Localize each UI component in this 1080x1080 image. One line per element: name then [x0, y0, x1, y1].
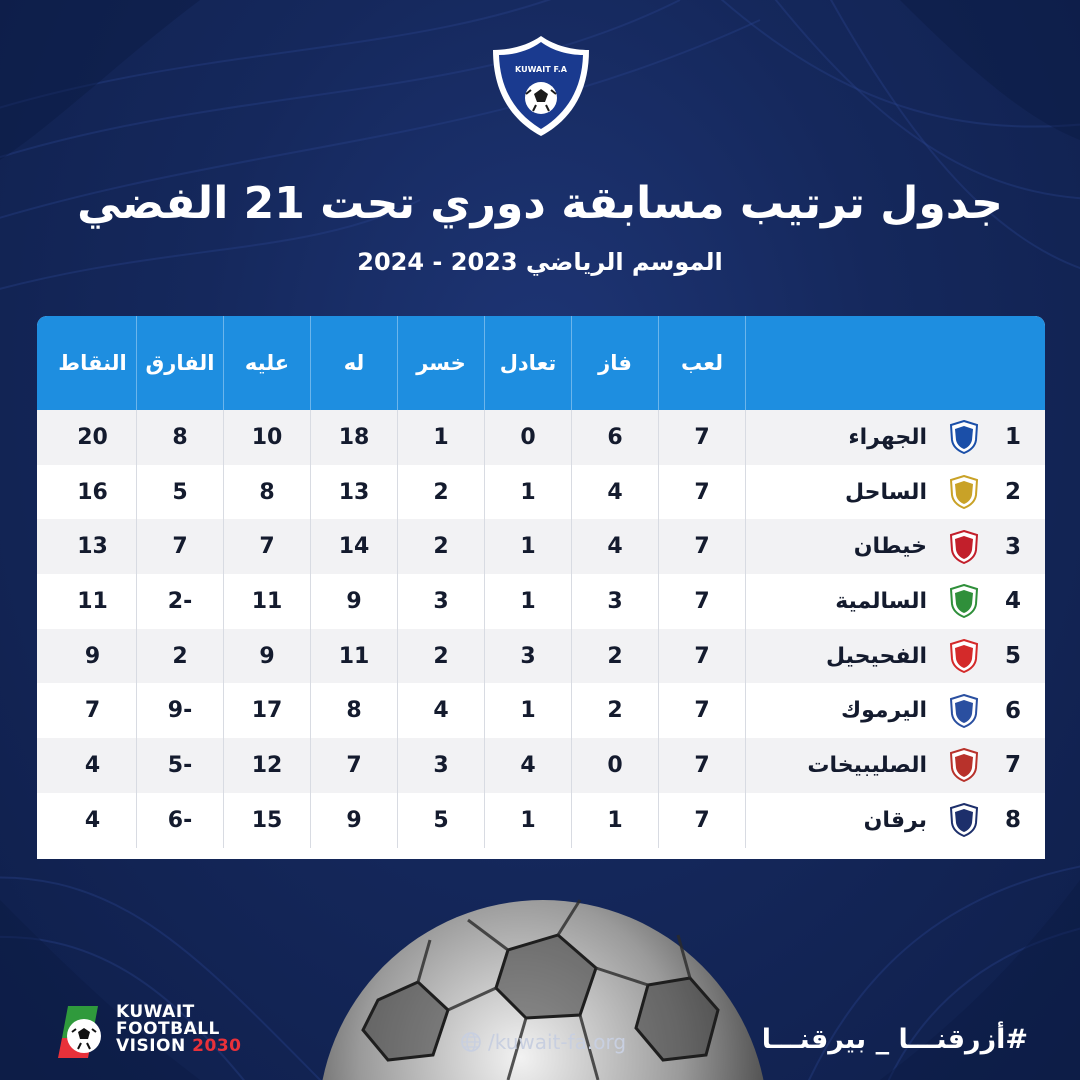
cell-goals-against: 10 — [223, 410, 310, 465]
team-cell — [745, 519, 1045, 574]
cell-goals-against: 15 — [223, 793, 310, 848]
cell-won: 2 — [571, 629, 658, 684]
cell-points: 20 — [77, 424, 108, 450]
cell-drawn: 1 — [484, 793, 571, 848]
cell-won: 2 — [571, 683, 658, 738]
table-row — [37, 738, 1045, 793]
team-crest-icon — [949, 639, 979, 673]
cell-goals-for: 18 — [310, 410, 397, 465]
table-body — [37, 410, 1045, 848]
cell-won: 3 — [571, 574, 658, 629]
cell-lost: 4 — [397, 683, 484, 738]
team-crest-icon — [949, 475, 979, 509]
cell-lost: 3 — [397, 738, 484, 793]
team-name: الساحل — [845, 479, 927, 505]
cell-won: 4 — [571, 465, 658, 520]
rank: 6 — [1004, 697, 1021, 724]
cell-goals-against: 7 — [223, 519, 310, 574]
cell-goals-for: 9 — [310, 574, 397, 629]
cell-lost: 2 — [397, 465, 484, 520]
cell-goals-against: 11 — [223, 574, 310, 629]
website-link[interactable] — [460, 1030, 626, 1054]
cell-won: 6 — [571, 410, 658, 465]
team-crest-icon — [949, 694, 979, 728]
website-text: /kuwait-fa.org — [488, 1030, 627, 1054]
header-won: فاز — [571, 316, 658, 410]
header-drawn: تعادل — [484, 316, 571, 410]
cell-won: 4 — [571, 519, 658, 574]
cell-drawn: 0 — [484, 410, 571, 465]
team-crest-icon — [949, 748, 979, 782]
cell-drawn: 1 — [484, 683, 571, 738]
team-name: اليرموك — [840, 698, 927, 724]
cell-goals-for: 9 — [310, 793, 397, 848]
cell-drawn: 4 — [484, 738, 571, 793]
cell-drawn: 1 — [484, 465, 571, 520]
cell-points: 13 — [77, 534, 108, 560]
hashtag: #أزرقنـــا _ بيرقنـــا — [761, 1024, 1028, 1055]
team-cell — [745, 410, 1045, 465]
team-cell — [745, 793, 1045, 848]
cell-goals-for: 7 — [310, 738, 397, 793]
cell-lost: 1 — [397, 410, 484, 465]
brand-line-1: KUWAIT — [116, 1002, 195, 1022]
team-cell — [745, 629, 1045, 684]
cell-lost: 3 — [397, 574, 484, 629]
cell-points: 16 — [77, 479, 108, 505]
table-row — [37, 574, 1045, 629]
header-team — [745, 316, 1045, 410]
team-name: الجهراء — [848, 424, 927, 450]
brand-line-2: FOOTBALL — [116, 1019, 220, 1039]
cell-goal-difference: 7 — [136, 519, 223, 574]
cell-won: 1 — [571, 793, 658, 848]
team-cell — [745, 574, 1045, 629]
table-row — [37, 793, 1045, 848]
cell-goals-for: 8 — [310, 683, 397, 738]
table-row — [37, 465, 1045, 520]
cell-played: 7 — [658, 519, 745, 574]
rank: 1 — [1004, 424, 1021, 451]
table-header — [37, 316, 1045, 410]
cell-drawn: 1 — [484, 574, 571, 629]
team-name: الصليبيخات — [807, 752, 927, 778]
cell-won: 0 — [571, 738, 658, 793]
header-lost: خسر — [397, 316, 484, 410]
rank: 3 — [1004, 533, 1021, 560]
cell-goals-against: 17 — [223, 683, 310, 738]
cell-points: 4 — [84, 752, 101, 778]
header-goals-for: له — [310, 316, 397, 410]
cell-goal-difference: 8 — [136, 410, 223, 465]
cell-lost: 2 — [397, 629, 484, 684]
header-goal-difference: الفارق — [136, 316, 223, 410]
team-crest-icon — [949, 584, 979, 618]
cell-goals-against: 8 — [223, 465, 310, 520]
cell-points: 4 — [84, 807, 101, 833]
cell-played: 7 — [658, 574, 745, 629]
cell-points: 9 — [84, 643, 101, 669]
team-cell — [745, 683, 1045, 738]
cell-goal-difference: -9 — [136, 683, 223, 738]
page-title: جدول ترتيب مسابقة دوري تحت 21 الفضي — [77, 178, 1003, 229]
season-subtitle: الموسم الرياضي 2023 - 2024 — [357, 248, 723, 276]
cell-points: 7 — [84, 698, 101, 724]
team-cell — [745, 738, 1045, 793]
cell-played: 7 — [658, 793, 745, 848]
rank: 5 — [1004, 643, 1021, 670]
standings-table — [37, 316, 1045, 859]
header-points: النقاط — [58, 351, 127, 375]
cell-goal-difference: 5 — [136, 465, 223, 520]
header-played: لعب — [658, 316, 745, 410]
table-row — [37, 519, 1045, 574]
cell-goal-difference: -5 — [136, 738, 223, 793]
rank: 4 — [1004, 588, 1021, 615]
cell-lost: 5 — [397, 793, 484, 848]
cell-drawn: 1 — [484, 519, 571, 574]
vision-2030-brand — [116, 1004, 241, 1055]
cell-played: 7 — [658, 465, 745, 520]
header-goals-against: عليه — [223, 316, 310, 410]
globe-icon — [460, 1031, 482, 1053]
cell-goal-difference: -2 — [136, 574, 223, 629]
table-row — [37, 410, 1045, 465]
rank: 8 — [1004, 807, 1021, 834]
cell-goals-for: 11 — [310, 629, 397, 684]
cell-points: 11 — [77, 588, 108, 614]
team-name: برقان — [863, 807, 927, 833]
team-crest-icon — [949, 530, 979, 564]
cell-goals-against: 9 — [223, 629, 310, 684]
cell-played: 7 — [658, 683, 745, 738]
team-crest-icon — [949, 420, 979, 454]
rank: 7 — [1004, 752, 1021, 779]
cell-goal-difference: 2 — [136, 629, 223, 684]
cell-goal-difference: -6 — [136, 793, 223, 848]
rank: 2 — [1004, 479, 1021, 506]
cell-played: 7 — [658, 410, 745, 465]
brand-line-3: VISION — [116, 1036, 186, 1056]
cell-lost: 2 — [397, 519, 484, 574]
team-crest-icon — [949, 803, 979, 837]
team-name: السالمية — [835, 588, 927, 614]
cell-played: 7 — [658, 738, 745, 793]
logo-text: KUWAIT F.A — [515, 65, 567, 74]
cell-drawn: 3 — [484, 629, 571, 684]
team-name: خيطان — [853, 534, 927, 560]
brand-year: 2030 — [192, 1036, 242, 1056]
table-row — [37, 629, 1045, 684]
cell-goals-against: 12 — [223, 738, 310, 793]
cell-played: 7 — [658, 629, 745, 684]
kuwait-fa-logo — [487, 32, 595, 140]
team-name: الفحيحيل — [826, 643, 927, 669]
cell-goals-for: 13 — [310, 465, 397, 520]
cell-goals-for: 14 — [310, 519, 397, 574]
table-row — [37, 683, 1045, 738]
vision-2030-icon — [58, 1002, 118, 1062]
team-cell — [745, 465, 1045, 520]
